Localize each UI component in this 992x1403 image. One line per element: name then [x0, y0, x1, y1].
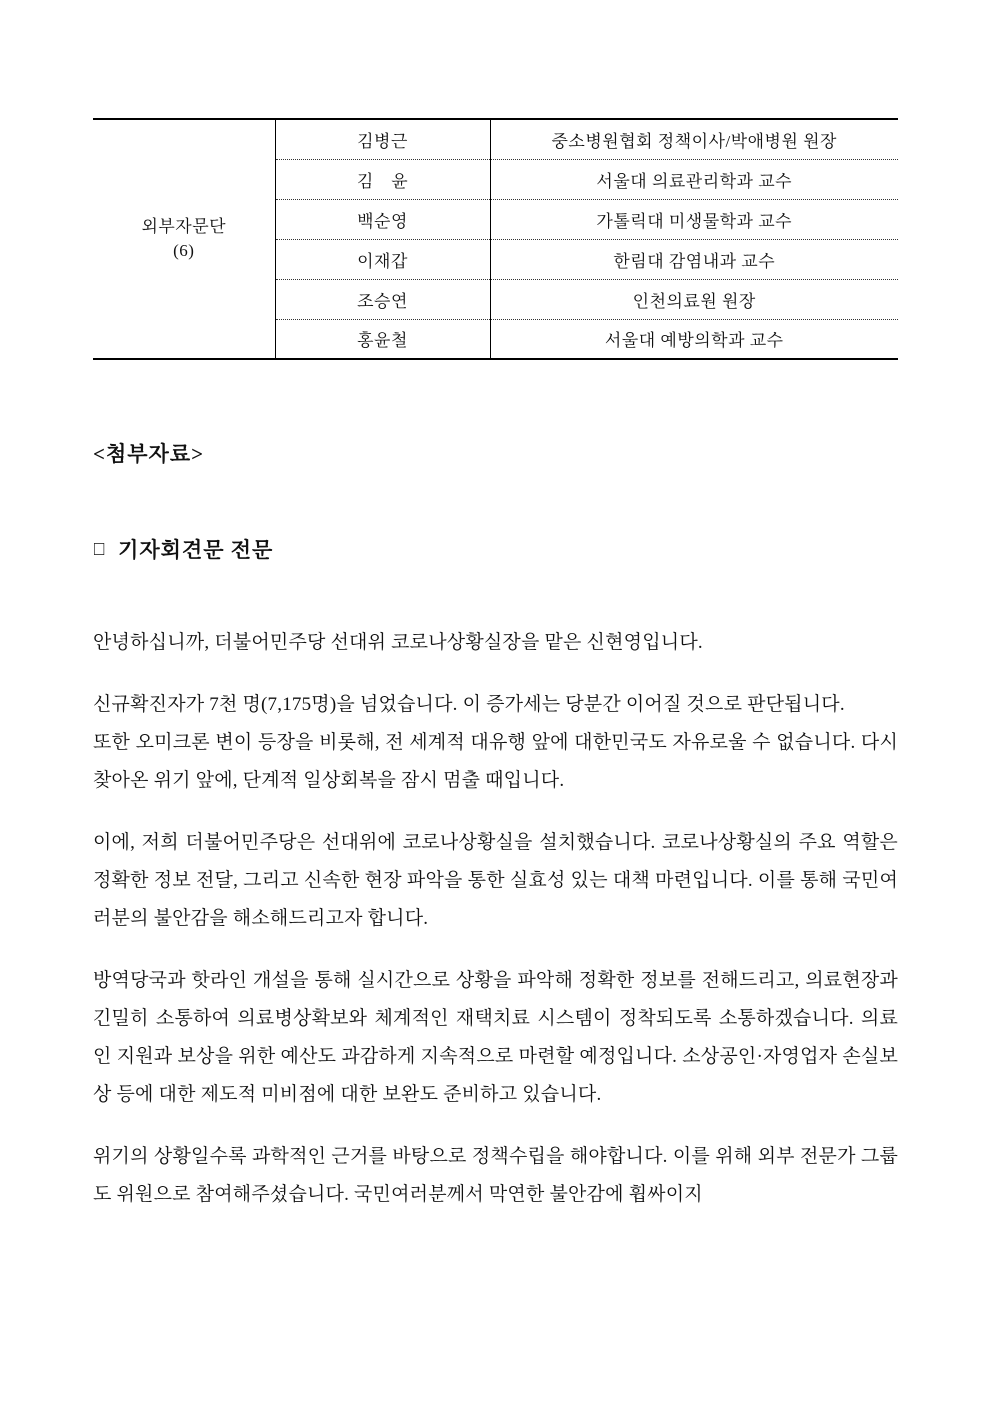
paragraph: 또한 오미크론 변이 등장을 비롯해, 전 세계적 대유행 앞에 대한민국도 자유로울 수 없습니다. 다시 찾아온 위기 앞에, 단계적 일상회복을 잠시 멈출 때입니다. [93, 732, 898, 791]
square-bullet-icon: □ [93, 537, 106, 560]
paragraph: 안녕하십니까, 더불어민주당 선대위 코로나상황실장을 맡은 신현영입니다. [93, 632, 703, 653]
member-title-cell: 가톨릭대 미생물학과 교수 [490, 199, 898, 239]
paragraph: 이에, 저희 더불어민주당은 선대위에 코로나상황실을 설치했습니다. 코로나상황실의 주요 역할은 정확한 정보 전달, 그리고 신속한 현장 파악을 통한 실효성 있는 대책 마련입니다. 이를 통해 국민여러분의 불안감을 해소해드리고자 합니다. [93, 832, 898, 929]
member-name-cell: 홍윤철 [275, 319, 490, 359]
member-name-cell: 조승연 [275, 279, 490, 319]
attachment-heading: <첨부자료> [93, 442, 205, 466]
member-title-cell: 한림대 감염내과 교수 [490, 239, 898, 279]
table-row [93, 119, 898, 159]
group-count: (6) [173, 241, 195, 260]
paragraph: 위기의 상황일수록 과학적인 근거를 바탕으로 정책수립을 해야합니다. 이를 위해 외부 전문가 그룹도 위원으로 참여해주셨습니다. 국민여러분께서 막연한 불안감에 휩싸이지 [93, 1146, 898, 1205]
group-label-cell [93, 119, 275, 359]
member-title-cell: 인천의료원 원장 [490, 279, 898, 319]
press-release-heading [93, 534, 898, 564]
member-name-cell: 백순영 [275, 199, 490, 239]
member-title-cell: 서울대 의료관리학과 교수 [490, 159, 898, 199]
member-title-cell: 중소병원협회 정책이사/박애병원 원장 [490, 119, 898, 159]
member-name-cell: 김병근 [275, 119, 490, 159]
paragraph: 방역당국과 핫라인 개설을 통해 실시간으로 상황을 파악해 정확한 정보를 전해드리고, 의료현장과 긴밀히 소통하여 의료병상확보와 체계적인 재택치료 시스템이 정착되도록 소통하겠습니다. 의료인 지원과 보상을 위한 예산도 과감하게 지속적으로 마련할 예정입니다. 소상공인·자영업자 손실보상 등에 대한 제도적 미비점에 대한 보완도 준비하고 있습니다. [93, 970, 898, 1105]
member-name-cell: 이재갑 [275, 239, 490, 279]
member-name-cell: 김 윤 [275, 159, 490, 199]
press-release-heading-label: 기자회견문 전문 [118, 538, 274, 562]
advisors-table [93, 118, 898, 360]
press-body [93, 624, 898, 1214]
member-title-cell: 서울대 예방의학과 교수 [604, 331, 784, 351]
paragraph: 신규확진자가 7천 명(7,175명)을 넘었습니다. 이 증가세는 당분간 이어질 것으로 판단됩니다. [93, 694, 845, 715]
group-label: 외부자문단 [141, 217, 227, 236]
advisors-table-body [93, 119, 898, 359]
